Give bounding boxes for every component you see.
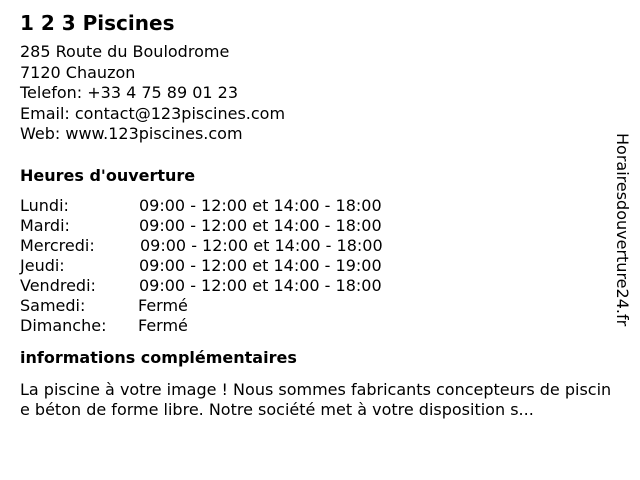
day-label: Jeudi: — [20, 255, 65, 275]
business-card — [20, 10, 620, 420]
day-label: Samedi: — [20, 295, 86, 315]
contact-block — [20, 42, 620, 145]
hours-row — [20, 276, 620, 296]
day-hours: 09:00 - 12:00 et 14:00 - 18:00 — [140, 235, 383, 255]
day-hours: 09:00 - 12:00 et 14:00 - 18:00 — [139, 275, 382, 295]
day-hours: 09:00 - 12:00 et 14:00 - 19:00 — [139, 255, 382, 275]
hours-row — [20, 256, 620, 276]
hours-row — [20, 196, 620, 216]
site-watermark: Horairesdouverture24.fr — [613, 133, 632, 327]
day-hours: 09:00 - 12:00 et 14:00 - 18:00 — [139, 195, 382, 215]
hours-row — [20, 216, 620, 236]
phone-line: Telefon: +33 4 75 89 01 23 — [20, 83, 239, 102]
day-label: Mardi: — [20, 215, 70, 235]
additional-info-heading: informations complémentaires — [20, 347, 297, 367]
day-hours: Fermé — [138, 315, 188, 335]
email-line: Email: contact@123piscines.com — [20, 103, 286, 123]
opening-hours-table — [20, 196, 620, 336]
web-line: Web: www.123piscines.com — [20, 124, 243, 143]
hours-row — [20, 296, 620, 316]
day-hours: Fermé — [138, 295, 188, 315]
hours-row — [20, 236, 620, 256]
day-label: Mercredi: — [20, 235, 95, 255]
day-label: Lundi: — [20, 195, 69, 215]
day-label: Vendredi: — [20, 275, 96, 295]
opening-hours-heading: Heures d'ouverture — [20, 165, 196, 185]
business-name: 1 2 3 Piscines — [20, 11, 175, 35]
address-street: 285 Route du Boulodrome — [20, 42, 230, 61]
day-label: Dimanche: — [20, 315, 107, 335]
hours-row — [20, 316, 620, 336]
business-description: La piscine à votre image ! Nous sommes fabricants concepteurs de piscine béton de forme libre. Notre société met à votre disposition s... — [20, 379, 612, 419]
day-hours: 09:00 - 12:00 et 14:00 - 18:00 — [139, 215, 382, 235]
address-city: 7120 Chauzon — [20, 62, 136, 82]
